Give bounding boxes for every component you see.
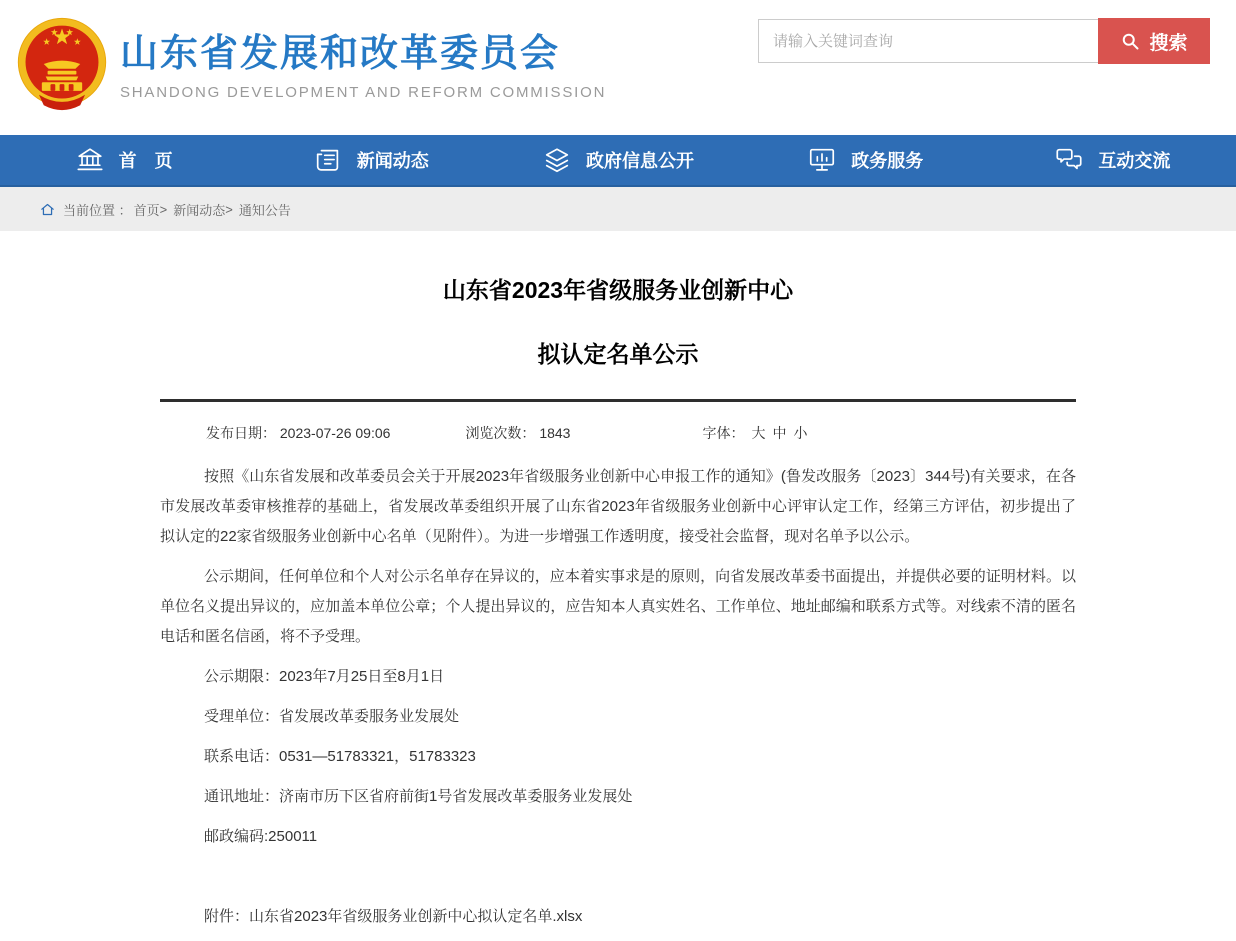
view-count-label: 浏览次数： (465, 425, 536, 441)
attachment-label: 附件： (204, 908, 250, 925)
breadcrumb-link-news[interactable]: 新闻动态 (173, 202, 226, 218)
accepting-unit-line: 受理单位：省发展改革委服务业发展处 (204, 708, 460, 725)
publish-date-value: 2023-07-26 09:06 (279, 425, 391, 441)
national-emblem-logo (14, 16, 110, 112)
postal-code-line: 邮政编码:250011 (204, 828, 318, 845)
breadcrumb (0, 187, 1236, 231)
font-size-large[interactable]: 大 (751, 425, 766, 441)
search-button-label: 搜索 (1149, 32, 1188, 54)
layers-icon (542, 145, 572, 175)
publicity-period-line: 公示期限：2023年7月25日至8月1日 (204, 668, 445, 685)
view-count (465, 423, 570, 443)
attachment-line (160, 902, 1076, 932)
contact-phone-line: 联系电话：0531—51783321，51783323 (204, 748, 476, 765)
font-size-medium[interactable]: 中 (772, 425, 787, 441)
publish-date-label: 发布日期： (206, 425, 276, 441)
chat-icon (1054, 145, 1084, 175)
font-size-small[interactable]: 小 (793, 425, 808, 441)
mailing-address-line: 通讯地址：济南市历下区省府前街1号省发展改革委服务业发展处 (204, 788, 633, 805)
search-bar (758, 18, 1210, 64)
article-paragraph: 按照《山东省发展和改革委员会关于开展2023年省级服务业创新中心申报工作的通知》(鲁发改服务〔2023〕344号)有关要求，在各市发展改革委审核推荐的基础上，省发展改革委组织开展了山东省2023年省级服务业创新中心评审认定工作，经第三方评估，初步提出了拟认定的22家省级服务业创新中心名单（见附件）。为进一步增强工作透明度，接受社会监督，现对名单予以公示。 (160, 468, 1076, 545)
site-title-block (120, 34, 606, 102)
newspaper-icon (313, 145, 343, 175)
nav-item-interaction[interactable] (989, 135, 1236, 185)
nav-item-home[interactable] (0, 135, 247, 185)
bank-icon (75, 145, 105, 175)
article-meta (160, 418, 1076, 448)
search-icon (1120, 31, 1140, 51)
publish-date (206, 423, 390, 443)
site-subtitle: SHANDONG DEVELOPMENT AND REFORM COMMISSION (120, 84, 607, 102)
nav-item-gov-info[interactable] (494, 135, 741, 185)
breadcrumb-prefix: 当前位置 ： (63, 202, 132, 218)
page-title-line1: 山东省2023年省级服务业创新中心 (442, 277, 794, 303)
font-size-label: 字体： (702, 425, 745, 441)
nav-item-label: 首 页 (118, 151, 173, 171)
breadcrumb-separator: > (159, 201, 168, 217)
breadcrumb-link-notices[interactable]: 通知公告 (238, 202, 291, 218)
article-body (160, 462, 1076, 852)
font-size-switcher (702, 423, 807, 443)
attachment-link[interactable]: 山东省2023年省级服务业创新中心拟认定名单.xlsx (249, 908, 583, 925)
article (160, 275, 1076, 932)
home-icon (40, 202, 55, 217)
article-paragraph: 公示期间，任何单位和个人对公示名单存在异议的，应本着实事求是的原则，向省发展改革委书面提出，并提供必要的证明材料。以单位名义提出异议的，应加盖本单位公章；个人提出异议的，应告知本人真实姓名、工作单位、地址邮编和联系方式等。对线索不清的匿名电话和匿名信函，将不予受理。 (160, 568, 1076, 645)
breadcrumb-separator: > (225, 201, 233, 217)
search-input[interactable] (758, 19, 1098, 63)
title-divider (160, 399, 1076, 402)
nav-item-label: 政府信息公开 (586, 151, 694, 171)
monitor-icon (807, 145, 837, 175)
nav-item-news[interactable] (247, 135, 494, 185)
breadcrumb-link-home[interactable]: 首页 (133, 202, 160, 218)
nav-item-services[interactable] (742, 135, 989, 185)
page-title-line2: 拟认定名单公示 (537, 341, 699, 367)
main-nav (0, 135, 1236, 187)
view-count-value: 1843 (539, 425, 571, 441)
nav-item-label: 新闻动态 (356, 151, 429, 171)
site-title: 山东省发展和改革委员会 (120, 32, 561, 75)
nav-item-label: 互动交流 (1098, 151, 1171, 171)
search-button[interactable] (1098, 18, 1210, 64)
site-header (0, 0, 1236, 135)
nav-item-label: 政务服务 (851, 151, 924, 171)
